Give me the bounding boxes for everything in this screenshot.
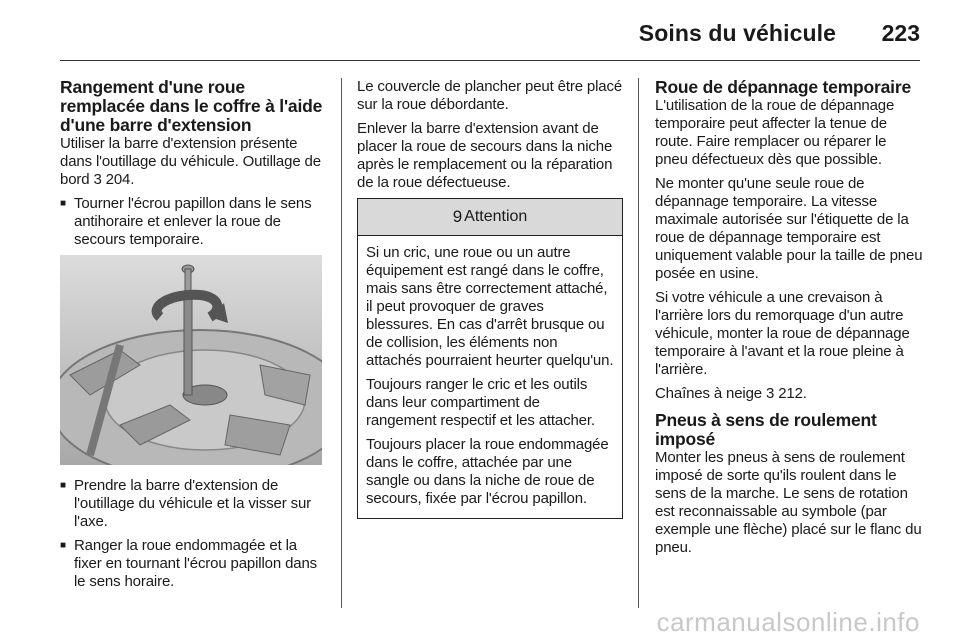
intro-paragraph: Utiliser la barre d'extension présente dans l'outillage du véhicule. Outillage de bord 3 204. bbox=[60, 135, 321, 188]
page-header bbox=[60, 16, 920, 61]
attention-box bbox=[357, 198, 623, 519]
paragraph: Chaînes à neige 3 212. bbox=[655, 385, 807, 402]
page-reference: 3 204. bbox=[93, 171, 135, 188]
paragraph: Si un cric, une roue ou un autre équipement est rangé dans le coffre, mais sans être correctement attaché, il peut provoquer de graves blessures. En cas d'arrêt brusque ou de collision, les éléments non attachés pourraient heurter quelqu'un. bbox=[366, 244, 614, 369]
column-divider bbox=[638, 78, 639, 608]
bullet-icon: ■ bbox=[60, 480, 66, 491]
bullet-icon: ■ bbox=[60, 540, 66, 551]
list-item: ■ Ranger la roue endommagée et la fixer en tournant l'écrou papillon dans le sens horaire. bbox=[60, 537, 318, 590]
column-middle bbox=[357, 78, 625, 519]
bullet-icon: ■ bbox=[60, 198, 66, 209]
page-number: 223 bbox=[881, 20, 920, 46]
attention-title: Attention bbox=[464, 208, 528, 225]
paragraph: Ne monter qu'une seule roue de dépannage temporaire. La vitesse maximale autorisée sur l'étiquette de la roue de dépannage temporaire est uniquement valable pour la taille de pneu posée en usine. bbox=[655, 175, 923, 282]
paragraph: Monter les pneus à sens de roulement imposé de sorte qu'ils roulent dans le sens de la marche. Le sens de rotation est reconnaissable au symbole (par exemple une flèche) placé sur le flanc du pneu. bbox=[655, 449, 922, 556]
section-heading: Rangement d'une roue remplacée dans le coffre à l'aide d'une barre d'extension bbox=[60, 77, 323, 135]
paragraph: L'utilisation de la roue de dépannage temporaire peut affecter la tenue de route. Faire remplacer ou réparer le pneu défectueux dès que possible. bbox=[655, 97, 895, 168]
list-item: ■ Tourner l'écrou papillon dans le sens antihoraire et enlever la roue de secours temporaire. bbox=[60, 195, 312, 248]
section-heading: Roue de dépannage temporaire bbox=[655, 77, 911, 97]
paragraph: Toujours ranger le cric et les outils dans leur compartiment de rangement respectif et les attacher. bbox=[366, 376, 595, 429]
column-left bbox=[60, 78, 328, 597]
column-right bbox=[655, 78, 923, 563]
paragraph: Si votre véhicule a une crevaison à l'arrière lors du remorquage d'un autre véhicule, monter la roue de dépannage temporaire à l'avant et la roue pleine à l'arrière. bbox=[655, 289, 910, 378]
attention-header bbox=[358, 199, 622, 236]
section-title: Soins du véhicule bbox=[638, 20, 836, 46]
warning-icon: 9 bbox=[452, 207, 463, 226]
column-divider bbox=[341, 78, 342, 608]
illustration-spare-wheel bbox=[60, 255, 322, 465]
watermark: carmanualsonline.info bbox=[656, 607, 920, 637]
paragraph: Enlever la barre d'extension avant de placer la roue de secours dans la niche après le remplacement ou la réparation de la roue défectueuse. bbox=[357, 120, 613, 191]
list-item: ■ Prendre la barre d'extension de l'outillage du véhicule et la visser sur l'axe. bbox=[60, 477, 311, 530]
paragraph: Le couvercle de plancher peut être placé sur la roue débordante. bbox=[357, 78, 623, 113]
attention-body bbox=[358, 236, 622, 518]
paragraph: Toujours placer la roue endommagée dans le coffre, attachée par une sangle ou dans la niche de roue de secours, fixée par l'écrou papillon. bbox=[366, 436, 609, 507]
section-heading: Pneus à sens de roulement imposé bbox=[655, 410, 877, 449]
